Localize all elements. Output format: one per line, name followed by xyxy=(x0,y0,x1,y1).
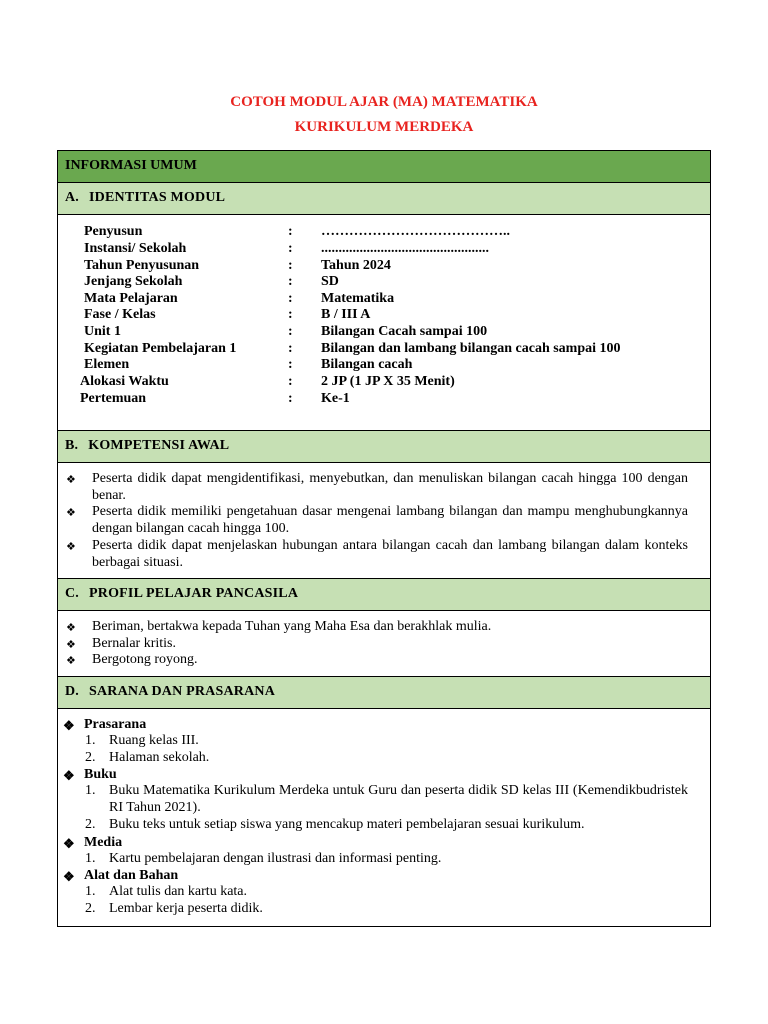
identity-colon: : xyxy=(288,391,293,406)
identity-row xyxy=(58,340,710,357)
identity-label: Penyusun xyxy=(84,224,143,239)
sarana-item-text: Buku teks untuk setiap siswa yang mencakup materi pembelajaran sesuai kurikulum. xyxy=(109,816,585,832)
section-c-letter: C. xyxy=(65,586,80,601)
sarana-list-item xyxy=(58,851,710,868)
identity-label: Kegiatan Pembelajaran 1 xyxy=(84,341,237,356)
identity-value: Bilangan Cacah sampai 100 xyxy=(321,324,488,339)
identity-label: Jenjang Sekolah xyxy=(84,274,183,289)
list-number: 2. xyxy=(85,900,96,916)
identity-label: Mata Pelajaran xyxy=(84,291,178,306)
section-c-title: PROFIL PELAJAR PANCASILA xyxy=(89,586,299,601)
document-subtitle: KURIKULUM MERDEKA xyxy=(294,119,474,135)
section-b-header xyxy=(58,431,710,463)
identity-row xyxy=(58,290,710,307)
module-info-table xyxy=(57,150,711,927)
diamond-bullet-icon: ❖ xyxy=(63,835,75,851)
sarana-item-text: Ruang kelas III. xyxy=(109,733,199,748)
sarana-item-text: Halaman sekolah. xyxy=(109,749,210,765)
section-d-title: SARANA DAN PRASARANA xyxy=(89,684,276,699)
profil-list xyxy=(58,619,710,669)
sarana-item-text: Buku Matematika Kurikulum Merdeka untuk Guru dan peserta didik SD kelas III (Kemendikbudristek RI Tahun 2021). xyxy=(109,783,688,816)
identity-label: Elemen xyxy=(84,357,130,372)
identity-value: Bilangan dan lambang bilangan cacah sampai 100 xyxy=(321,341,621,356)
sarana-group-label: Alat dan Bahan xyxy=(84,868,179,884)
identity-row xyxy=(58,223,710,240)
identity-colon: : xyxy=(288,307,293,322)
identity-label: Tahun Penyusunan xyxy=(84,258,200,273)
kompetensi-text: Peserta didik dapat mengidentifikasi, menyebutkan, dan menuliskan bilangan cacah hingga 100 dengan benar. xyxy=(92,471,688,503)
identity-value: Bilangan cacah xyxy=(321,357,413,372)
kompetensi-text: Peserta didik dapat menjelaskan hubungan antara bilangan cacah dan lambang bilangan dalam konteks berbagai situasi. xyxy=(92,537,688,570)
diamond-bullet-icon: ❖ xyxy=(66,540,76,553)
sarana-group-title xyxy=(58,867,710,884)
list-number: 1. xyxy=(85,783,96,799)
kompetensi-item xyxy=(58,471,710,504)
section-a-header xyxy=(58,183,710,215)
sarana-list-item xyxy=(58,817,710,834)
section-b-title: KOMPETENSI AWAL xyxy=(88,438,230,453)
identity-colon: : xyxy=(288,374,293,389)
identity-value: ………………………………….. xyxy=(321,224,510,239)
diamond-bullet-icon: ❖ xyxy=(63,718,75,733)
identity-label: Unit 1 xyxy=(84,324,121,339)
identity-label: Fase / Kelas xyxy=(84,307,156,322)
section-a-letter: A. xyxy=(65,190,80,205)
profil-item xyxy=(58,619,710,636)
sarana-list-item xyxy=(58,901,710,918)
list-number: 2. xyxy=(85,816,96,832)
identity-colon: : xyxy=(288,357,293,372)
diamond-bullet-icon: ❖ xyxy=(66,474,76,486)
sarana-group-title xyxy=(58,834,710,851)
kompetensi-item xyxy=(58,504,710,537)
sarana-group-title xyxy=(58,716,710,733)
identity-label: Alokasi Waktu xyxy=(80,374,169,389)
sarana-list-item xyxy=(58,733,710,750)
sarana-item-text: Kartu pembelajaran dengan ilustrasi dan informasi penting. xyxy=(109,850,442,866)
profil-item xyxy=(58,652,710,669)
kompetensi-item xyxy=(58,538,710,571)
identity-value: Tahun 2024 xyxy=(321,258,391,273)
diamond-bullet-icon: ❖ xyxy=(66,655,76,668)
diamond-bullet-icon: ❖ xyxy=(63,768,75,784)
identity-label: Instansi/ Sekolah xyxy=(84,241,187,256)
identity-row xyxy=(58,273,710,290)
kompetensi-block xyxy=(58,463,710,579)
section-d-letter: D. xyxy=(65,684,80,699)
list-number: 1. xyxy=(85,884,96,900)
identity-value: SD xyxy=(321,274,339,289)
diamond-bullet-icon: ❖ xyxy=(66,507,76,520)
section-c-header xyxy=(58,579,710,611)
diamond-bullet-icon: ❖ xyxy=(66,622,76,634)
identity-label: Pertemuan xyxy=(80,391,147,406)
sarana-item-text: Alat tulis dan kartu kata. xyxy=(109,884,248,900)
identity-row xyxy=(58,240,710,257)
identity-colon: : xyxy=(288,274,293,289)
sarana-group-label: Prasarana xyxy=(84,717,147,732)
identity-row xyxy=(58,257,710,274)
identity-block xyxy=(58,215,710,431)
sarana-item-text: Lembar kerja peserta didik. xyxy=(109,900,263,916)
identity-row xyxy=(58,390,710,407)
diamond-bullet-icon: ❖ xyxy=(66,638,76,651)
list-number: 2. xyxy=(85,749,96,765)
identity-row xyxy=(58,373,710,390)
sarana-group-title xyxy=(58,766,710,783)
profil-item xyxy=(58,636,710,653)
identity-row xyxy=(58,306,710,323)
identity-value: ................................................ xyxy=(321,241,489,256)
sarana-group-label: Buku xyxy=(84,767,117,783)
sarana-group-label: Media xyxy=(84,834,123,850)
profil-text: Beriman, bertakwa kepada Tuhan yang Maha Esa dan berakhlak mulia. xyxy=(92,619,492,634)
list-number: 1. xyxy=(85,733,96,748)
document-title: COTOH MODUL AJAR (MA) MATEMATIKA xyxy=(230,94,538,110)
identity-colon: : xyxy=(288,224,293,239)
identity-colon: : xyxy=(288,341,293,356)
identity-value: B / III A xyxy=(321,307,371,322)
identity-colon: : xyxy=(288,258,293,273)
kompetensi-list xyxy=(58,471,710,571)
sarana-list-item xyxy=(58,750,710,767)
kompetensi-text: Peserta didik memiliki pengetahuan dasar mengenai lambang bilangan dan mampu menghubungkannya dengan bilangan cacah hingga 100. xyxy=(92,504,688,537)
profil-text: Bernalar kritis. xyxy=(92,635,176,651)
sarana-list-item xyxy=(58,884,710,901)
profil-text: Bergotong royong. xyxy=(92,652,198,668)
sarana-list-item xyxy=(58,783,710,816)
identity-colon: : xyxy=(288,291,293,306)
profil-block xyxy=(58,611,710,677)
section-b-letter: B. xyxy=(65,438,79,453)
identity-colon: : xyxy=(288,324,293,339)
diamond-bullet-icon: ❖ xyxy=(63,869,75,885)
table-header-informasi-umum: INFORMASI UMUM xyxy=(58,151,710,183)
sarana-block xyxy=(58,709,710,926)
section-a-title: IDENTITAS MODUL xyxy=(89,190,226,205)
identity-value: Ke-1 xyxy=(321,391,350,406)
identity-row xyxy=(58,356,710,373)
identity-value: Matematika xyxy=(321,291,395,306)
section-d-header xyxy=(58,677,710,709)
list-number: 1. xyxy=(85,850,96,866)
identity-colon: : xyxy=(288,241,293,256)
identity-value: 2 JP (1 JP X 35 Menit) xyxy=(321,374,455,389)
identity-row xyxy=(58,323,710,340)
